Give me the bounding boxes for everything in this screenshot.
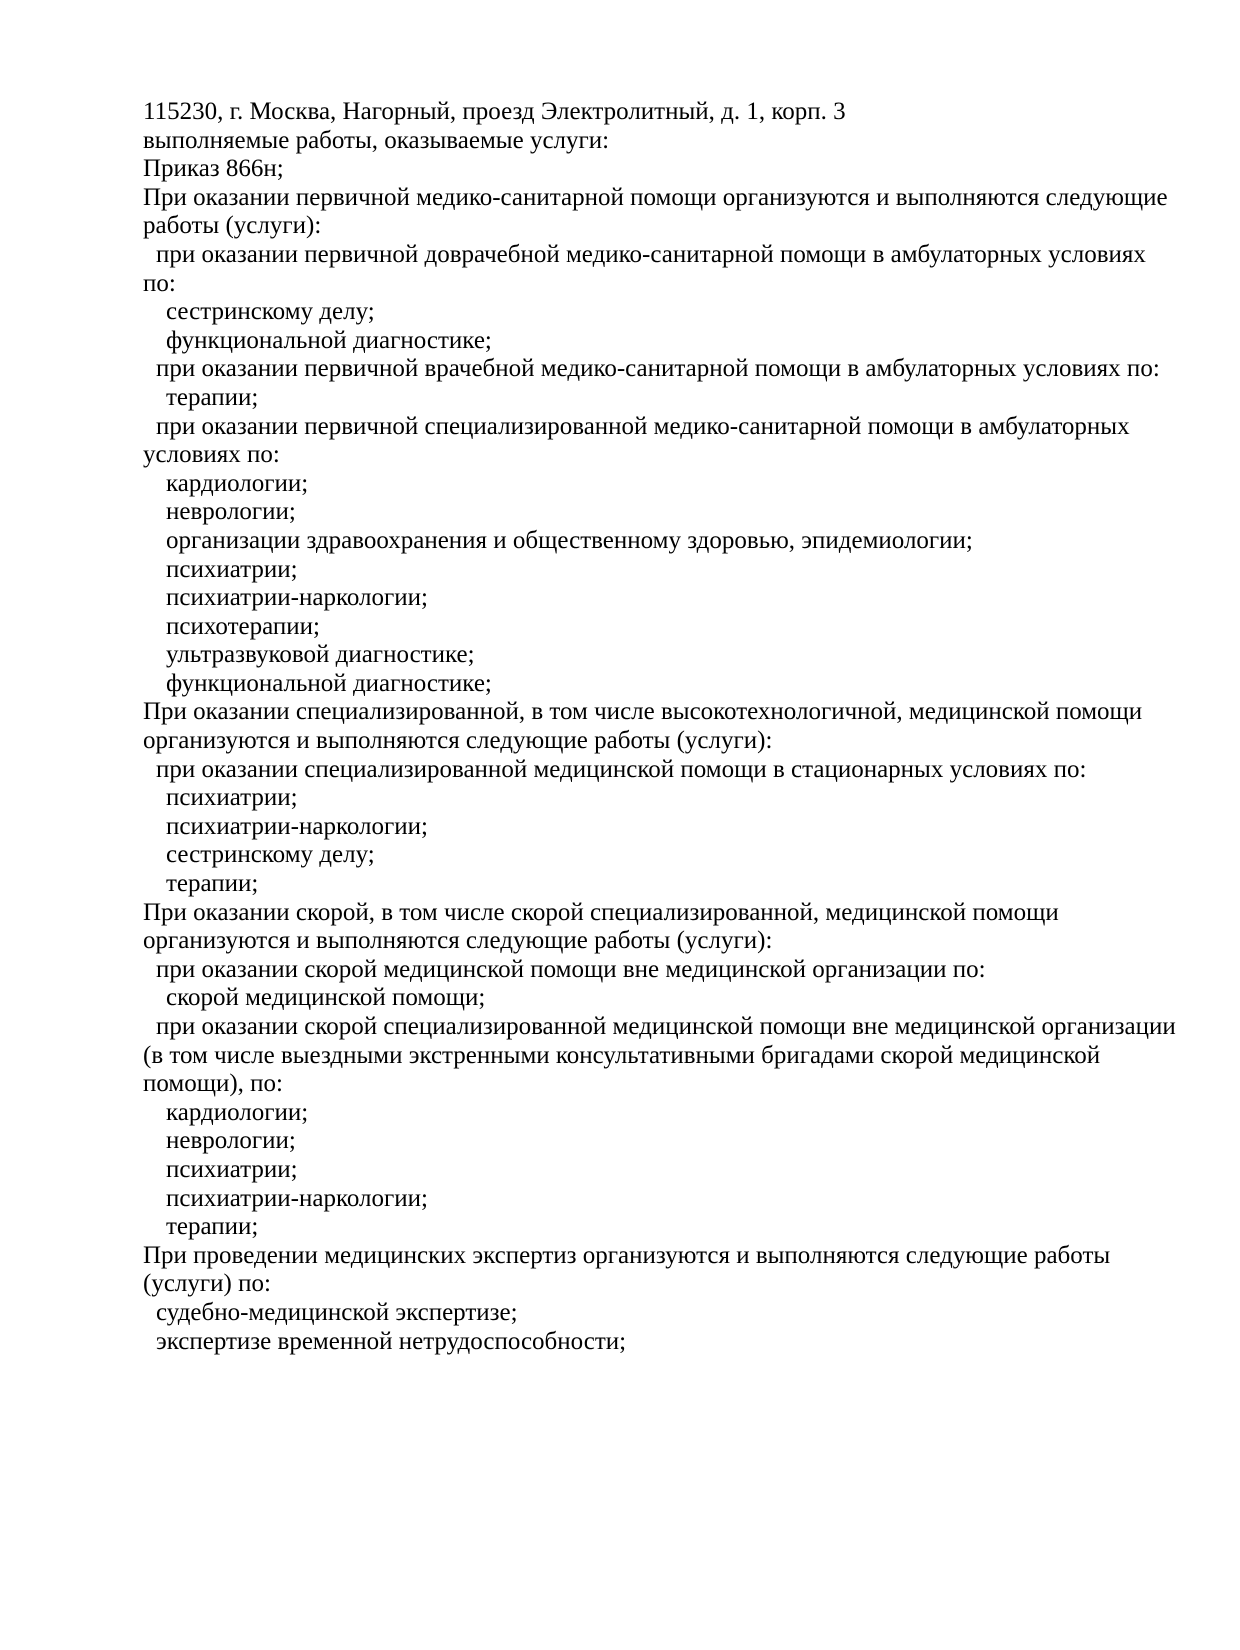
text-line: При оказании скорой, в том числе скорой специализированной, медицинской помощи	[143, 898, 1059, 926]
text-line: психотерапии;	[166, 612, 320, 640]
text-line: психиатрии;	[166, 555, 298, 583]
text-line: работы (услуги):	[143, 212, 322, 240]
text-line: психиатрии-наркологии;	[166, 584, 428, 612]
text-line: терапии;	[166, 870, 259, 898]
text-line: функциональной диагностике;	[166, 669, 492, 697]
text-line: При проведении медицинских экспертиз организуются и выполняются следующие работы	[143, 1241, 1111, 1269]
text-line: при оказании специализированной медицинской помощи в стационарных условиях по:	[156, 755, 1087, 783]
text-line: при оказании первичной доврачебной медико-санитарной помощи в амбулаторных условиях	[156, 240, 1146, 268]
text-line: При оказании первичной медико-санитарной помощи организуются и выполняются следующие	[143, 183, 1168, 211]
text-line: кардиологии;	[166, 1098, 309, 1126]
text-line: сестринскому делу;	[166, 841, 375, 869]
text-line: ультразвуковой диагностике;	[166, 641, 475, 669]
text-line: организуются и выполняются следующие работы (услуги):	[143, 927, 773, 955]
text-line: психиатрии-наркологии;	[166, 812, 428, 840]
text-line: при оказании скорой медицинской помощи вне медицинской организации по:	[156, 955, 986, 983]
text-line: неврологии;	[166, 498, 296, 526]
text-line: организации здравоохранения и общественному здоровью, эпидемиологии;	[166, 526, 973, 554]
text-line: условиях по:	[143, 441, 280, 469]
text-line: психиатрии;	[166, 784, 298, 812]
text-line: кардиологии;	[166, 469, 309, 497]
text-line: Приказ 866н;	[143, 155, 284, 183]
text-line: При оказании специализированной, в том числе высокотехнологичной, медицинской помощи	[143, 698, 1143, 726]
text-line: при оказании первичной врачебной медико-санитарной помощи в амбулаторных условиях по:	[156, 355, 1160, 383]
text-line: функциональной диагностике;	[166, 326, 492, 354]
text-line: помощи), по:	[143, 1070, 284, 1098]
text-line: терапии;	[166, 1213, 259, 1241]
text-line: 115230, г. Москва, Нагорный, проезд Электролитный, д. 1, корп. 3	[143, 98, 846, 125]
text-line: сестринскому делу;	[166, 298, 375, 326]
text-line: судебно-медицинской экспертизе;	[156, 1298, 518, 1326]
text-line: по:	[143, 269, 176, 297]
text-line: неврологии;	[166, 1127, 296, 1155]
text-line: экспертизе временной нетрудоспособности;	[156, 1327, 627, 1355]
text-line: терапии;	[166, 383, 259, 411]
text-line: (в том числе выездными экстренными консультативными бригадами скорой медицинской	[143, 1041, 1101, 1069]
text-line: (услуги) по:	[143, 1270, 271, 1298]
text-line: психиатрии;	[166, 1155, 298, 1183]
text-line: скорой медицинской помощи;	[166, 984, 486, 1012]
document-text	[143, 98, 1176, 1356]
text-line: выполняемые работы, оказываемые услуги:	[143, 126, 610, 154]
text-line: организуются и выполняются следующие работы (услуги):	[143, 727, 773, 755]
text-line: при оказании первичной специализированной медико-санитарной помощи в амбулаторных	[156, 412, 1130, 440]
text-line: при оказании скорой специализированной медицинской помощи вне медицинской организации	[156, 1013, 1176, 1040]
text-line: психиатрии-наркологии;	[166, 1184, 428, 1212]
